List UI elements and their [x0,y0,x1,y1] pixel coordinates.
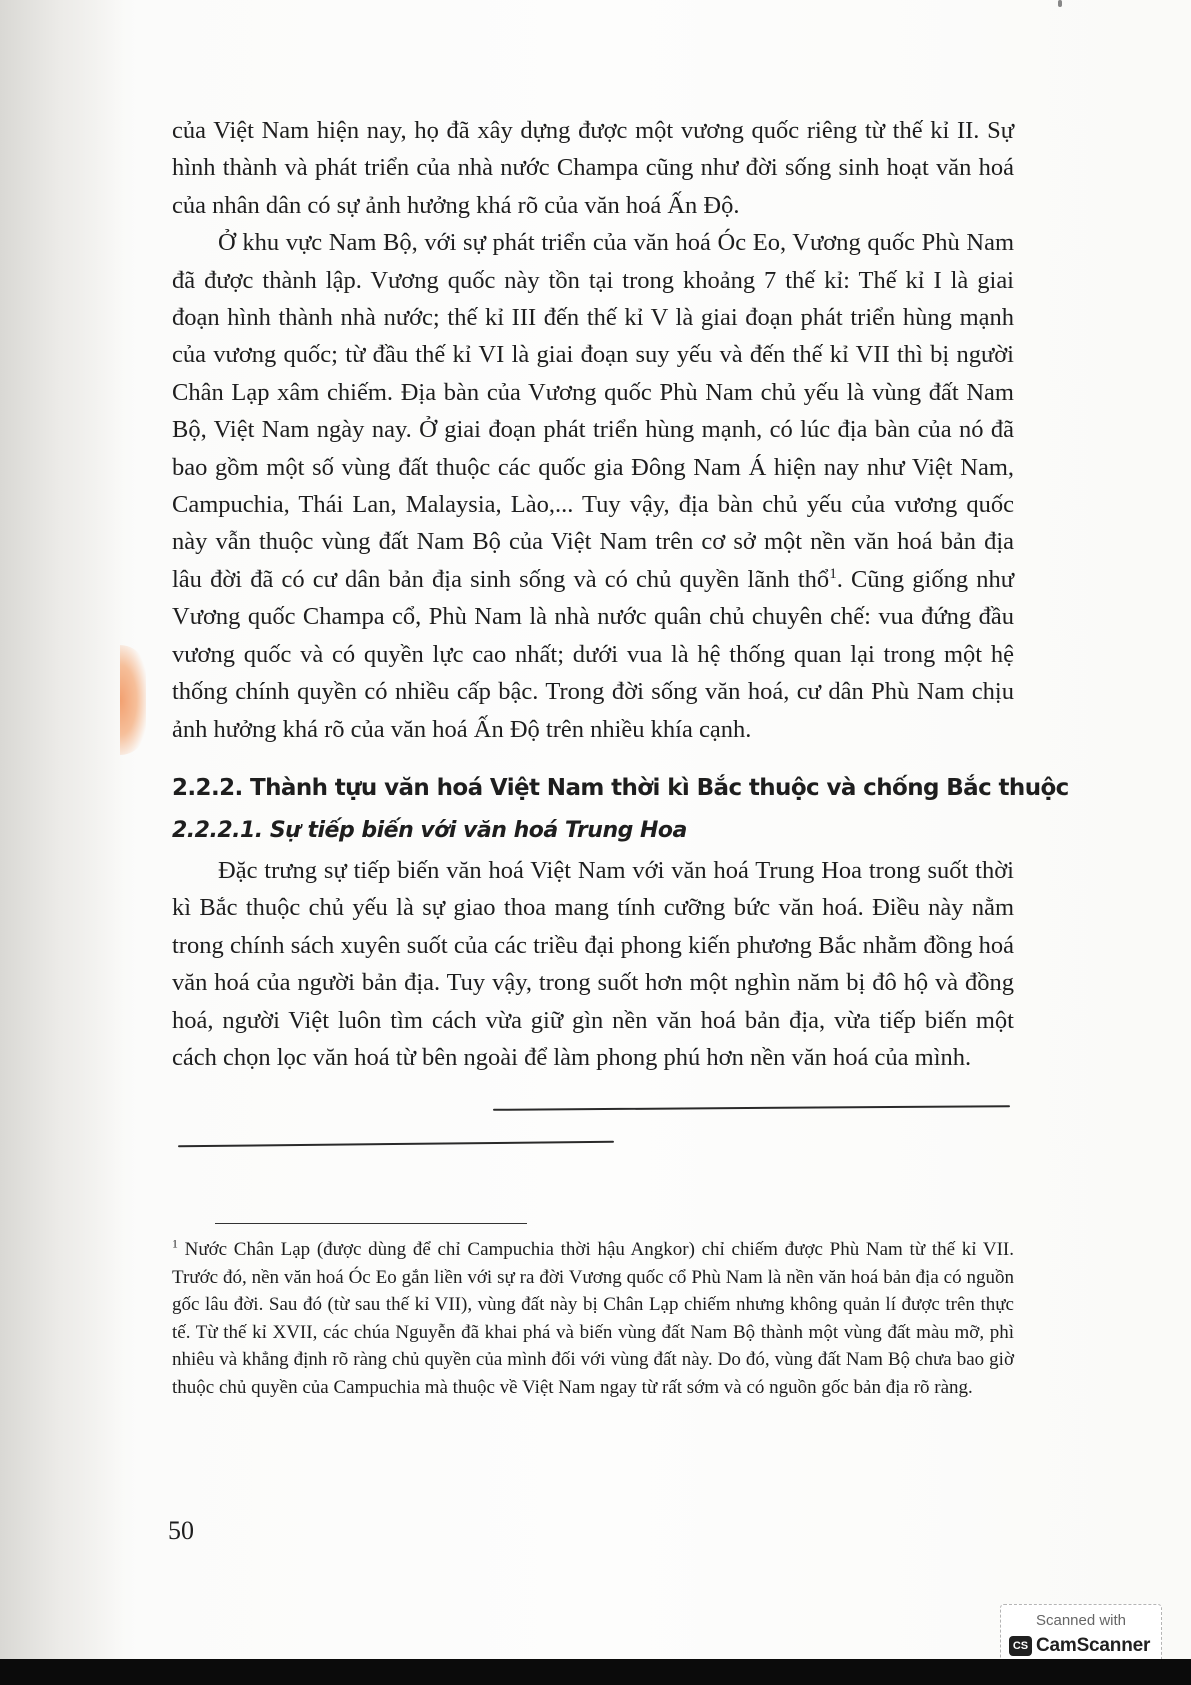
section-heading-2-2-2: 2.2.2. Thành tựu văn hoá Việt Nam thời kì Bắc thuộc và chống Bắc thuộc [172,774,1069,801]
footnote-separator [215,1223,527,1224]
page-tab-marker [120,645,146,755]
footnote-text: Nước Chân Lạp (được dùng để chỉ Campuchia thời hậu Angkor) chỉ chiếm được Phù Nam từ thế kỉ VII. Trước đó, nền văn hoá Óc Eo gắn liền với sự ra đời Vương quốc cổ Phù Nam là nền văn hoá bản địa có nguồn gốc lâu đời. Sau đó (từ sau thế kỉ VII), vùng đất này bị Chân Lạp chiếm nhưng không quản lí được trên thực tế. Từ thế kỉ XVII, các chúa Nguyễn đã khai phá và biến vùng đất Nam Bộ thành một vùng đất màu mỡ, phì nhiêu và khẳng định rõ ràng chủ quyền của mình đối với vùng đất này. Do đó, vùng đất Nam Bộ chưa bao giờ thuộc chủ quyền của Campuchia mà thuộc về Việt Nam ngay từ rất sớm và có nguồn gốc bản địa rõ ràng. [172,1239,1014,1398]
footnote-1 [172,1236,1014,1402]
camscanner-name: CamScanner [1036,1635,1151,1656]
paragraph-champa: của Việt Nam hiện nay, họ đã xây dựng được một vương quốc riêng từ thế kỉ II. Sự hình thành và phát triển của nhà nước Champa cũng như đời sống sinh hoạt văn hoá của nhân dân có sự ảnh hưởng khá rõ của văn hoá Ấn Độ. [172,117,1014,219]
binding-shadow [0,0,125,1685]
paragraph-acculturation: Đặc trưng sự tiếp biến văn hoá Việt Nam với văn hoá Trung Hoa trong suốt thời kì Bắc thuộc chủ yếu là sự giao thoa mang tính cưỡng bức văn hoá. Điều này nằm trong chính sách xuyên suốt của các triều đại phong kiến phương Bắc nhằm đồng hoá văn hoá của người bản địa. Tuy vậy, trong suốt hơn một nghìn năm bị đô hộ và đồng hoá, người Việt luôn tìm cách vừa giữ gìn nền văn hoá bản địa, vừa tiếp biến một cách chọn lọc văn hoá từ bên ngoài để làm phong phú hơn nền văn hoá của mình. [172,856,1014,1071]
paragraph-phu-nam-text: Ở khu vực Nam Bộ, với sự phát triển của văn hoá Óc Eo, Vương quốc Phù Nam đã được thành lập. Vương quốc này tồn tại trong khoảng 7 thế kỉ: Thế kỉ I là giai đoạn hình thành nhà nước; thế kỉ III đến thế kỉ V là giai đoạn phát triển hùng mạnh của vương quốc; từ đầu thế kỉ VI là giai đoạn suy yếu và đến thế kỉ VII thì bị người Chân Lạp xâm chiếm. Địa bàn của Vương quốc Phù Nam chủ yếu là vùng đất Nam Bộ, Việt Nam ngày nay. Ở giai đoạn phát triển hùng mạnh, có lúc địa bàn của nó đã bao gồm một số vùng đất thuộc các quốc gia Đông Nam Á hiện nay như Việt Nam, Campuchia, Thái Lan, Malaysia, Lào,... Tuy vậy, địa bàn chủ yếu của vương quốc này vẫn thuộc vùng đất Nam Bộ của Việt Nam trên cơ sở một nền văn hoá bản địa lâu đời đã có cư dân bản địa sinh sống và có chủ quyền lãnh thổ [172,229,1014,593]
footnote-reference[interactable]: 1 [829,564,837,582]
camscanner-logo-icon: CS [1009,1636,1032,1656]
paragraph-phu-nam-continued: Cũng giống như Vương quốc Champa cổ, Phù Nam là nhà nước quân chủ chuyên chế: vua đứng đầu vương quốc và có quyền lực cao nhất; dưới vua là hệ thống quan lại trong một hệ thống chính quyền có nhiều cấp bậc. Trong đời sống văn hoá, cư dân Phù Nam chịu ảnh hưởng khá rõ của văn hoá Ấn Độ trên nhiều khía cạnh. [172,565,1014,743]
footnote-number: 1 [172,1237,178,1251]
scanned-with-label: Scanned with [1035,1612,1127,1629]
page-number: 50 [168,1516,194,1545]
subsection-heading-2-2-2-1: 2.2.2.1. Sự tiếp biến với văn hoá Trung Hoa [172,817,687,843]
scan-speck [1058,0,1062,7]
paragraph-phu-nam: Ở khu vực Nam Bộ, với sự phát triển của văn hoá Óc Eo, Vương quốc Phù Nam đã được thành lập. Vương quốc này tồn tại trong khoảng 7 thế kỉ: Thế kỉ I là giai đoạn hình thành nhà nước; thế kỉ III đến thế kỉ V là giai đoạn phát triển hùng mạnh của vương quốc; từ đầu thế kỉ VI là giai đoạn suy yếu và đến thế kỉ VII thì bị người Chân Lạp xâm chiếm. Địa bàn của Vương quốc Phù Nam chủ yếu là vùng đất Nam Bộ, Việt Nam ngày nay. Ở giai đoạn phát triển hùng mạnh, có lúc địa bàn của nó đã bao gồm một số vùng đất thuộc các quốc gia Đông Nam Á hiện nay như Việt Nam, Campuchia, Thái Lan, Malaysia, Lào,... Tuy vậy, địa bàn chủ yếu của vương quốc này vẫn thuộc vùng đất Nam Bộ của Việt Nam trên cơ sở một nền văn hoá bản địa lâu đời đã có cư dân bản địa sinh sống và có chủ quyền lãnh thổ$^1$. Cũng giống như Vương quốc Champa cổ, Phù Nam là nhà nước quân chủ chuyên chế: vua đứng đầu vương quốc và có quyền lực cao nhất; dưới vua là hệ thống quan lại trong một hệ thống chính quyền có nhiều cấp bậc. Trong đời sống văn hoá, cư dân Phù Nam chịu ảnh hưởng khá rõ của văn hoá Ấn Độ trên nhiều khía cạnh. [172,229,1014,743]
scan-bottom-edge [0,1659,1191,1685]
page-body [172,112,1069,1076]
